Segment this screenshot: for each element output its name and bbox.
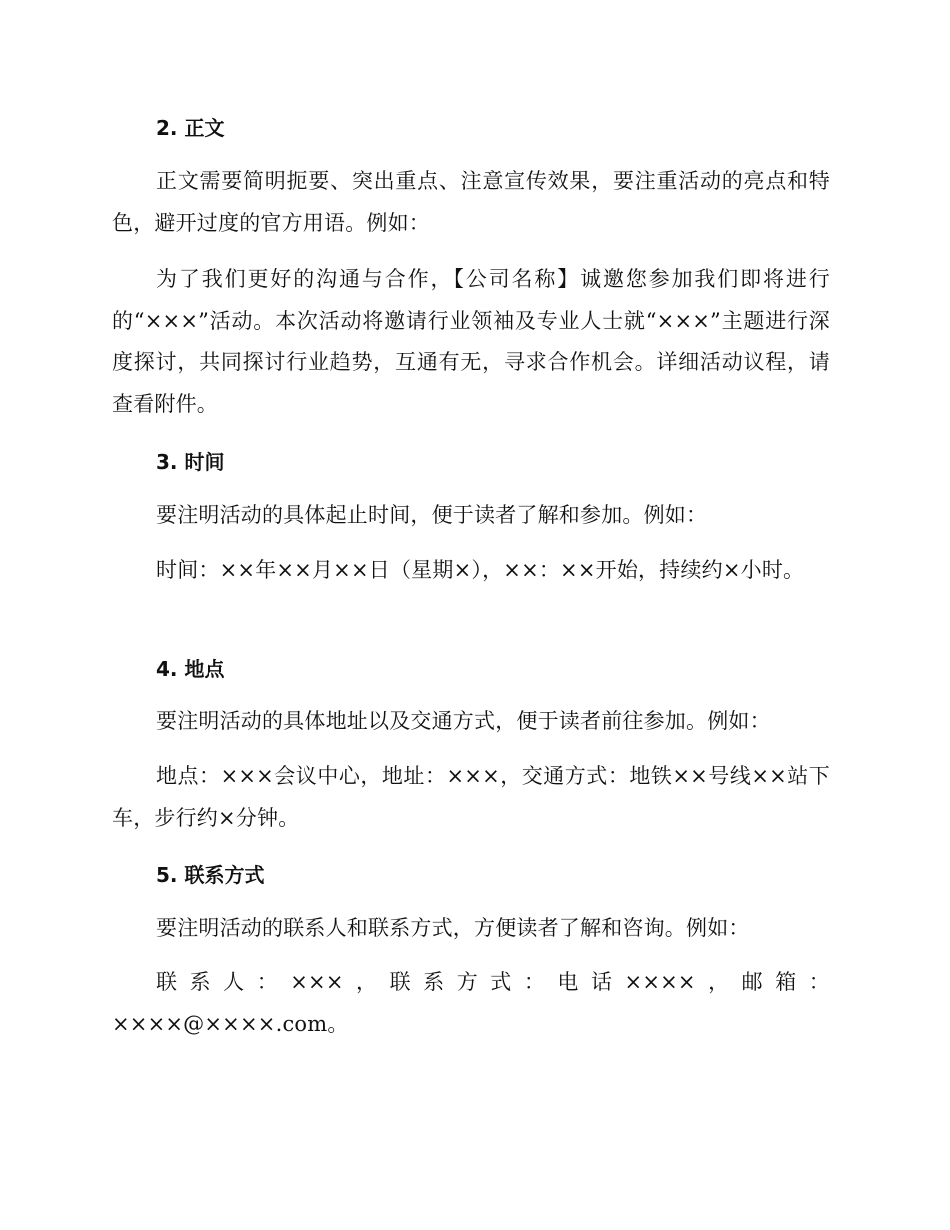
section-heading-contact: 5. 联系方式 xyxy=(156,863,265,887)
section-time-paragraph-2: 时间：××年××月××日（星期×），××：××开始，持续约×小时。 xyxy=(156,558,805,582)
section-heading-body: 2. 正文 xyxy=(156,116,225,140)
section-time-paragraph-1: 要注明活动的具体起止时间，便于读者了解和参加。例如： xyxy=(156,503,708,527)
section-body-paragraph-1: 正文需要简明扼要、突出重点、注意宣传效果，要注重活动的亮点和特色，避开过度的官方用语。例如： xyxy=(112,169,830,235)
section-location-paragraph-2: 地点：×××会议中心，地址：×××，交通方式：地铁××号线××站下车，步行约×分钟。 xyxy=(112,764,830,830)
section-location-paragraph-1: 要注明活动的具体地址以及交通方式，便于读者前往参加。例如： xyxy=(156,709,771,733)
section-contact-paragraph-1: 要注明活动的联系人和联系方式，方便读者了解和咨询。例如： xyxy=(156,916,750,940)
section-heading-time: 3. 时间 xyxy=(156,450,225,474)
section-heading-location: 4. 地点 xyxy=(156,657,225,681)
section-body-paragraph-2: 为了我们更好的沟通与合作，【公司名称】诚邀您参加我们即将进行的“×××”活动。本次活动将邀请行业领袖及专业人士就“×××”主题进行深度探讨，共同探讨行业趋势，互通有无，寻求合作机会。详细活动议程，请查看附件。 xyxy=(112,267,830,416)
section-contact-paragraph-2: 联系人：×××，联系方式：电话××××，邮箱：××××@××××.com。 xyxy=(112,970,830,1036)
